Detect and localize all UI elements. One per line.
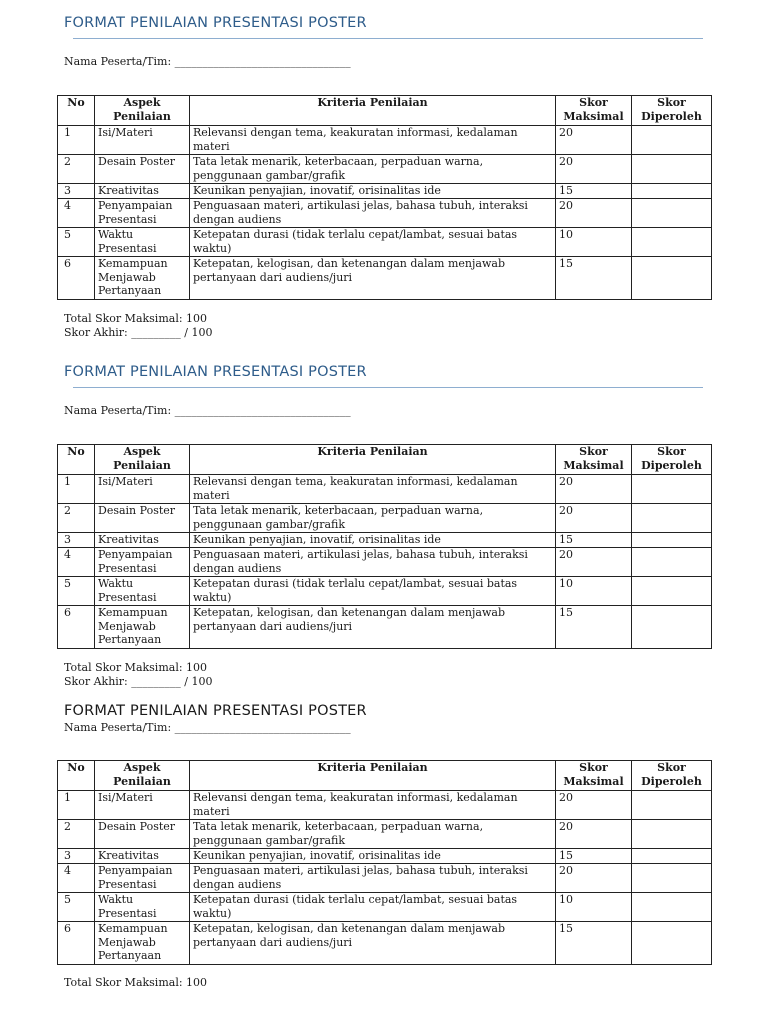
header-no: No: [58, 96, 95, 126]
row-aspek: Kreativitas: [95, 849, 190, 864]
form-title: FORMAT PENILAIAN PRESENTASI POSTER: [64, 703, 367, 719]
table-row: [58, 228, 712, 257]
row-score-input[interactable]: [632, 228, 712, 257]
table-row: [58, 922, 712, 965]
row-kriteria: Ketepatan, kelogisan, dan ketenangan dalam menjawab pertanyaan dari audiens/juri: [190, 257, 556, 300]
row-kriteria: Relevansi dengan tema, keakuratan informasi, kedalaman materi: [190, 791, 556, 820]
row-skor: 10: [556, 893, 632, 922]
row-no: 2: [58, 820, 95, 849]
table-header-row: [58, 445, 712, 475]
header-skor-maksimal: Skor Maksimal: [556, 96, 632, 126]
row-kriteria: Penguasaan materi, artikulasi jelas, bahasa tubuh, interaksi dengan audiens: [190, 864, 556, 893]
row-score-input[interactable]: [632, 606, 712, 649]
header-kriteria: Kriteria Penilaian: [190, 445, 556, 475]
row-no: 5: [58, 893, 95, 922]
table-row: [58, 577, 712, 606]
row-score-input[interactable]: [632, 199, 712, 228]
table-row: [58, 184, 712, 199]
row-no: 6: [58, 606, 95, 649]
row-skor: 20: [556, 199, 632, 228]
row-skor: 15: [556, 533, 632, 548]
score-summary: [64, 661, 212, 689]
row-aspek: Isi/Materi: [95, 475, 190, 504]
rubric-table: [57, 760, 712, 965]
row-kriteria: Ketepatan durasi (tidak terlalu cepat/lambat, sesuai batas waktu): [190, 893, 556, 922]
row-skor: 15: [556, 849, 632, 864]
row-skor: 20: [556, 155, 632, 184]
header-skor-diperoleh: Skor Diperoleh: [632, 445, 712, 475]
row-no: 4: [58, 199, 95, 228]
row-no: 3: [58, 533, 95, 548]
total-max-score: Total Skor Maksimal: 100: [64, 312, 208, 325]
table-row: [58, 791, 712, 820]
row-kriteria: Tata letak menarik, keterbacaan, perpaduan warna, penggunaan gambar/grafik: [190, 155, 556, 184]
participant-name-field[interactable]: Nama Peserta/Tim: ________________________________: [64, 721, 351, 734]
table-row: [58, 126, 712, 155]
row-kriteria: Relevansi dengan tema, keakuratan informasi, kedalaman materi: [190, 126, 556, 155]
row-aspek: Kreativitas: [95, 184, 190, 199]
row-skor: 15: [556, 257, 632, 300]
table-row: [58, 257, 712, 300]
participant-name-field[interactable]: Nama Peserta/Tim: ________________________________: [64, 404, 351, 417]
row-no: 2: [58, 504, 95, 533]
row-score-input[interactable]: [632, 849, 712, 864]
final-score-field[interactable]: Skor Akhir: _________ / 100: [64, 326, 213, 339]
row-aspek: Penyampaian Presentasi: [95, 548, 190, 577]
row-aspek: Penyampaian Presentasi: [95, 199, 190, 228]
row-score-input[interactable]: [632, 577, 712, 606]
row-aspek: Desain Poster: [95, 504, 190, 533]
row-no: 4: [58, 864, 95, 893]
table-row: [58, 533, 712, 548]
table-row: [58, 548, 712, 577]
row-score-input[interactable]: [632, 126, 712, 155]
row-score-input[interactable]: [632, 922, 712, 965]
form-title: FORMAT PENILAIAN PRESENTASI POSTER: [64, 15, 367, 31]
row-aspek: Kemampuan Menjawab Pertanyaan: [95, 257, 190, 300]
row-kriteria: Keunikan penyajian, inovatif, orisinalitas ide: [190, 533, 556, 548]
row-kriteria: Ketepatan, kelogisan, dan ketenangan dalam menjawab pertanyaan dari audiens/juri: [190, 606, 556, 649]
row-score-input[interactable]: [632, 893, 712, 922]
table-row: [58, 820, 712, 849]
header-kriteria: Kriteria Penilaian: [190, 96, 556, 126]
final-score-field[interactable]: Skor Akhir: _________ / 100: [64, 675, 213, 688]
row-score-input[interactable]: [632, 184, 712, 199]
row-no: 5: [58, 577, 95, 606]
row-skor: 10: [556, 577, 632, 606]
row-score-input[interactable]: [632, 475, 712, 504]
row-kriteria: Keunikan penyajian, inovatif, orisinalitas ide: [190, 184, 556, 199]
table-row: [58, 849, 712, 864]
rubric-table: [57, 444, 712, 649]
total-max-score: Total Skor Maksimal: 100: [64, 661, 208, 674]
row-no: 1: [58, 126, 95, 155]
table-row: [58, 606, 712, 649]
row-aspek: Waktu Presentasi: [95, 228, 190, 257]
row-kriteria: Tata letak menarik, keterbacaan, perpaduan warna, penggunaan gambar/grafik: [190, 504, 556, 533]
row-skor: 20: [556, 504, 632, 533]
table-row: [58, 199, 712, 228]
table-row: [58, 893, 712, 922]
row-score-input[interactable]: [632, 533, 712, 548]
row-score-input[interactable]: [632, 864, 712, 893]
row-no: 6: [58, 257, 95, 300]
row-kriteria: Relevansi dengan tema, keakuratan informasi, kedalaman materi: [190, 475, 556, 504]
row-no: 1: [58, 475, 95, 504]
header-skor-diperoleh: Skor Diperoleh: [632, 761, 712, 791]
row-kriteria: Penguasaan materi, artikulasi jelas, bahasa tubuh, interaksi dengan audiens: [190, 199, 556, 228]
header-skor-maksimal: Skor Maksimal: [556, 445, 632, 475]
header-kriteria: Kriteria Penilaian: [190, 761, 556, 791]
participant-name-field[interactable]: Nama Peserta/Tim: ________________________________: [64, 55, 351, 68]
header-aspek: Aspek Penilaian: [95, 445, 190, 475]
row-score-input[interactable]: [632, 548, 712, 577]
row-kriteria: Penguasaan materi, artikulasi jelas, bahasa tubuh, interaksi dengan audiens: [190, 548, 556, 577]
table-row: [58, 864, 712, 893]
row-no: 5: [58, 228, 95, 257]
table-row: [58, 155, 712, 184]
total-max-score: Total Skor Maksimal: 100: [64, 976, 208, 989]
row-skor: 20: [556, 126, 632, 155]
row-skor: 20: [556, 864, 632, 893]
row-no: 4: [58, 548, 95, 577]
row-score-input[interactable]: [632, 155, 712, 184]
row-aspek: Isi/Materi: [95, 791, 190, 820]
row-aspek: Kemampuan Menjawab Pertanyaan: [95, 606, 190, 649]
header-skor-maksimal: Skor Maksimal: [556, 761, 632, 791]
row-skor: 10: [556, 228, 632, 257]
header-skor-diperoleh: Skor Diperoleh: [632, 96, 712, 126]
row-score-input[interactable]: [632, 257, 712, 300]
row-kriteria: Ketepatan durasi (tidak terlalu cepat/lambat, sesuai batas waktu): [190, 228, 556, 257]
row-skor: 20: [556, 548, 632, 577]
form-title: FORMAT PENILAIAN PRESENTASI POSTER: [64, 364, 367, 380]
row-skor: 20: [556, 791, 632, 820]
table-header-row: [58, 96, 712, 126]
title-divider: [73, 38, 703, 39]
row-skor: 20: [556, 475, 632, 504]
row-kriteria: Tata letak menarik, keterbacaan, perpaduan warna, penggunaan gambar/grafik: [190, 820, 556, 849]
header-no: No: [58, 761, 95, 791]
header-aspek: Aspek Penilaian: [95, 96, 190, 126]
row-aspek: Waktu Presentasi: [95, 893, 190, 922]
row-skor: 15: [556, 184, 632, 199]
row-aspek: Penyampaian Presentasi: [95, 864, 190, 893]
score-summary: [64, 312, 212, 340]
row-no: 3: [58, 849, 95, 864]
row-score-input[interactable]: [632, 820, 712, 849]
row-kriteria: Keunikan penyajian, inovatif, orisinalitas ide: [190, 849, 556, 864]
header-aspek: Aspek Penilaian: [95, 761, 190, 791]
header-no: No: [58, 445, 95, 475]
row-skor: 15: [556, 922, 632, 965]
row-kriteria: Ketepatan durasi (tidak terlalu cepat/lambat, sesuai batas waktu): [190, 577, 556, 606]
row-skor: 15: [556, 606, 632, 649]
row-aspek: Waktu Presentasi: [95, 577, 190, 606]
row-no: 1: [58, 791, 95, 820]
row-aspek: Kemampuan Menjawab Pertanyaan: [95, 922, 190, 965]
rubric-table: [57, 95, 712, 300]
table-row: [58, 475, 712, 504]
table-header-row: [58, 761, 712, 791]
row-no: 2: [58, 155, 95, 184]
score-summary: [64, 976, 207, 990]
row-no: 3: [58, 184, 95, 199]
row-no: 6: [58, 922, 95, 965]
row-aspek: Desain Poster: [95, 820, 190, 849]
row-aspek: Kreativitas: [95, 533, 190, 548]
row-score-input[interactable]: [632, 791, 712, 820]
row-skor: 20: [556, 820, 632, 849]
row-aspek: Desain Poster: [95, 155, 190, 184]
table-row: [58, 504, 712, 533]
row-score-input[interactable]: [632, 504, 712, 533]
row-kriteria: Ketepatan, kelogisan, dan ketenangan dalam menjawab pertanyaan dari audiens/juri: [190, 922, 556, 965]
row-aspek: Isi/Materi: [95, 126, 190, 155]
title-divider: [73, 387, 703, 388]
